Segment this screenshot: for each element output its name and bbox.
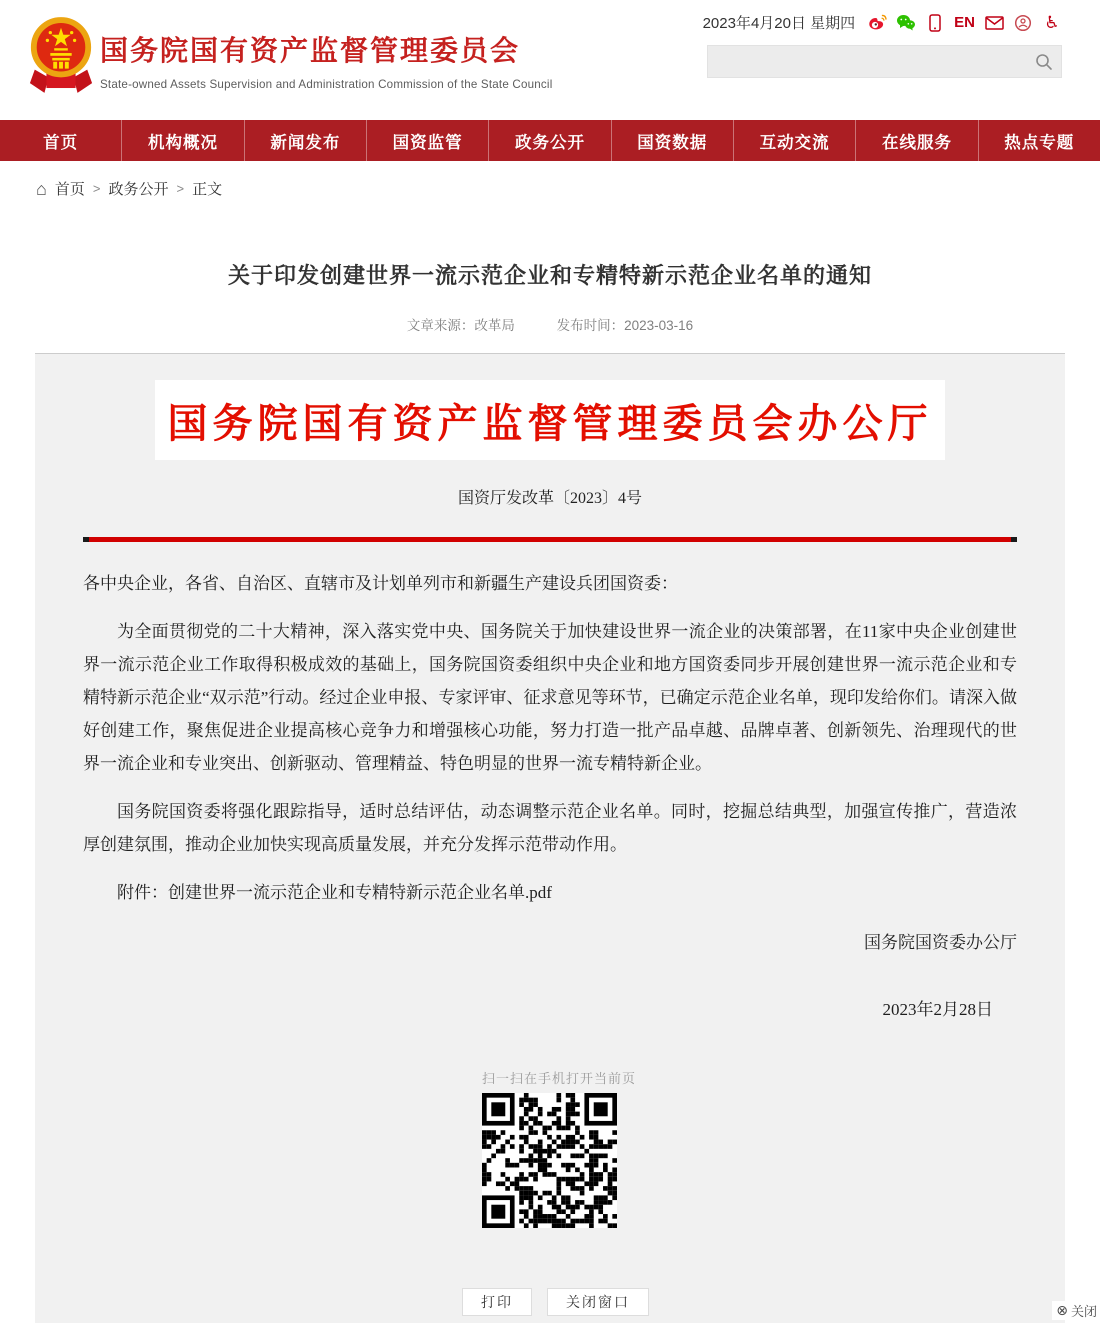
article-container [35,220,1065,1323]
wechat-icon[interactable] [896,13,916,33]
nav-item-news[interactable]: 新闻发布 [244,120,366,161]
english-language-link[interactable]: EN [954,14,975,31]
nav-item-data[interactable]: 国资数据 [611,120,733,161]
breadcrumb-gov-affairs[interactable]: 政务公开 [108,181,169,198]
nav-item-gov-affairs[interactable]: 政务公开 [488,120,610,161]
search-icon[interactable] [1027,46,1061,77]
article-header [35,220,1065,354]
body-paragraph-1: 为全面贯彻党的二十大精神，深入落实党中央、国务院关于加快建设世界一流企业的决策部署，在11家中央企业创建世界一流示范企业工作取得积极成效的基础上，国务院国资委组织中央企业和地方国资委同步开展创建世界一流示范企业和专精特新示范企业“双示范”行动。经过企业申报、专家评审、征求意见等环节，已确定示范企业名单，现印发给你们。请深入做好创建工作，聚焦促进企业提高核心竞争力和增强核心功能，努力打造一批产品卓越、品牌卓著、创新领先、治理现代的世界一流企业和专业突出、创新驱动、管理精益、特色明显的世界一流专精特新企业。 [83,622,1017,773]
source-label: 文章来源： [406,318,475,333]
contact-icon[interactable] [1013,13,1033,33]
topbar [703,12,1062,33]
article-body [35,354,1065,1323]
weibo-icon[interactable] [867,13,887,33]
main-nav [0,120,1100,161]
red-divider-rule [83,537,1017,542]
page-close-label: 关闭 [1070,1304,1097,1319]
close-icon: ⊗ [1056,1302,1068,1318]
qr-code [482,1093,617,1228]
action-buttons [462,1288,1017,1316]
attachment-link[interactable]: 附件：创建世界一流示范企业和专精特新示范企业名单.pdf [117,883,552,902]
current-date: 2023年4月20日 星期四 [702,15,856,32]
page-close-link[interactable] [1052,1301,1097,1320]
article-title: 关于印发创建世界一流示范企业和专精特新示范企业名单的通知 [227,263,872,288]
nav-item-online-service[interactable]: 在线服务 [855,120,977,161]
document-text [83,567,1017,909]
letterhead-text: 国务院国有资产监督管理委员会办公厅 [167,400,933,446]
breadcrumb [0,161,1100,199]
breadcrumb-current: 正文 [192,181,223,198]
salutation-paragraph: 各中央企业，各省、自治区、直辖市及计划单列市和新疆生产建设兵团国资委： [83,574,678,593]
document-number: 国资厅发改革〔2023〕4号 [457,490,642,507]
mobile-icon[interactable] [925,13,945,33]
nav-item-organization[interactable]: 机构概况 [121,120,243,161]
pubdate-label: 发布时间： [556,318,625,333]
home-icon[interactable]: ⌂ [36,178,47,199]
close-window-button[interactable]: 关闭窗口 [547,1288,649,1316]
qr-section [482,1068,1017,1228]
breadcrumb-separator: > [176,181,185,196]
nav-item-supervision[interactable]: 国资监管 [366,120,488,161]
letterhead-banner [155,380,945,460]
signature-organization: 国务院国资委办公厅 [864,933,1017,952]
breadcrumb-separator: > [92,181,101,196]
nav-item-hot-topics[interactable]: 热点专题 [978,120,1100,161]
site-header [0,0,1100,120]
body-paragraph-2: 国务院国资委将强化跟踪指导，适时总结评估，动态调整示范企业名单。同时，挖掘总结典型，加强宣传推广，营造浓厚创建氛围，推动企业加快实现高质量发展，并充分发挥示范带动作用。 [83,802,1017,854]
source-value: 改革局 [474,318,515,333]
search-box[interactable] [707,45,1062,78]
mail-icon[interactable] [984,13,1004,33]
breadcrumb-home[interactable]: 首页 [54,181,85,198]
site-subtitle: State-owned Assets Supervision and Administration Commission of the State Council [100,78,553,91]
nav-item-interaction[interactable]: 互动交流 [733,120,855,161]
qr-label: 扫一扫在手机打开当前页 [482,1071,637,1086]
pubdate-value: 2023-03-16 [624,318,694,333]
signature-date: 2023年2月28日 [882,1000,993,1019]
search-input[interactable] [708,46,1027,77]
national-emblem-logo [27,15,95,100]
accessibility-icon[interactable]: ♿ [1044,13,1060,32]
print-button[interactable]: 打印 [462,1288,532,1316]
nav-item-home[interactable]: 首页 [43,133,79,152]
article-meta [35,314,1065,334]
site-title: 国务院国有资产监督管理委员会 [100,35,521,66]
